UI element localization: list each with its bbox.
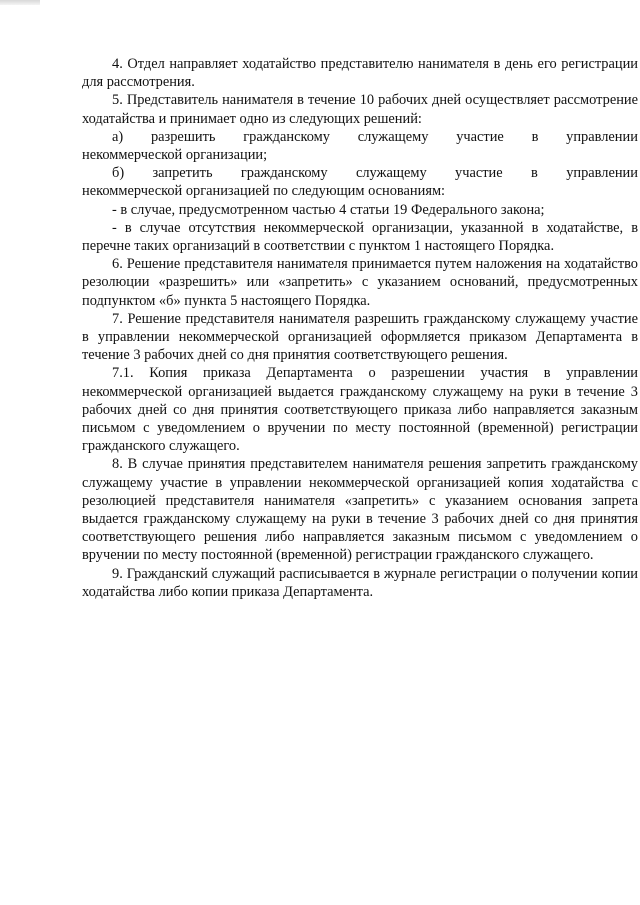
paragraph-5b-item-2: - в случае отсутствия некоммерческой организации, указанной в ходатайстве, в перечне таких организаций в соответствии с пунктом 1 настоящего Порядка. (82, 219, 638, 255)
scan-edge-mark (0, 0, 40, 5)
word: управлении (566, 128, 638, 145)
word: запретить (152, 165, 213, 182)
word: участие (456, 128, 504, 145)
paragraph-7-1: 7.1. Копия приказа Департамента о разрешении участия в управлении некоммерческой организацией выдается гражданскому служащему на руки в течение 3 рабочих дней со дня принятия соответствующего приказа либо направляется заказным письмом с уведомлением о вручении по месту постоянной (временной) регистрации гражданского служащего. (82, 365, 638, 455)
paragraph-6: 6. Решение представителя нанимателя принимается путем наложения на ходатайство резолюции «разрешить» или «запретить» с указанием оснований, предусмотренных подпунктом «б» пункта 5 настоящего Порядка. (82, 256, 638, 309)
paragraph-9: 9. Гражданский служащий расписывается в журнале регистрации о получении копии ходатайства либо копии приказа Департамента. (82, 565, 638, 600)
word: гражданскому (240, 165, 328, 182)
paragraph-5: 5. Представитель нанимателя в течение 10 рабочих дней осуществляет рассмотрение ходатайства и принимает одно из следующих решений: (82, 92, 638, 127)
word: а) (112, 128, 124, 145)
word: разрешить (150, 128, 216, 145)
word: в (531, 165, 538, 182)
paragraph-5b-item-1: - в случае, предусмотренном частью 4 статьи 19 Федерального закона; (112, 201, 545, 218)
word: служащему (357, 128, 429, 145)
word: участие (455, 165, 503, 182)
paragraph-4: 4. Отдел направляет ходатайство представителю нанимателя в день его регистрации для рассмотрения. (82, 56, 638, 91)
paragraph-5a (82, 128, 638, 164)
paragraph-5b (82, 164, 638, 200)
paragraph-5a-first-line (82, 128, 638, 146)
word: гражданскому (243, 128, 330, 145)
paragraph-5b-tail: некоммерческой организацией по следующим основаниям: (82, 183, 446, 200)
word: в (531, 128, 539, 145)
paragraph-5b-first-line (82, 164, 638, 182)
word: служащему (355, 165, 427, 182)
word: б) (112, 165, 125, 182)
paragraph-8: 8. В случае принятия представителем нанимателя решения запретить гражданскому служащему участие в управлении некоммерческой организацией копия ходатайства с резолюцией представителя нанимателя «запретить» с указанием основания запрета выдается гражданскому служащему на руки в течение 3 рабочих дней со дня принятия соответствующего решения либо направляется заказным письмом с уведомлением о вручении по месту постоянной (временной) регистрации гражданского служащего. (82, 456, 638, 564)
word: управлении (566, 165, 638, 182)
paragraph-5a-tail: некоммерческой организации; (82, 147, 268, 164)
paragraph-7: 7. Решение представителя нанимателя разрешить гражданскому служащему участие в управлении некоммерческой организацией оформляется приказом Департамента в течение 3 рабочих дней со дня принятия соответствующего решения. (82, 310, 638, 364)
document-body (82, 55, 638, 601)
